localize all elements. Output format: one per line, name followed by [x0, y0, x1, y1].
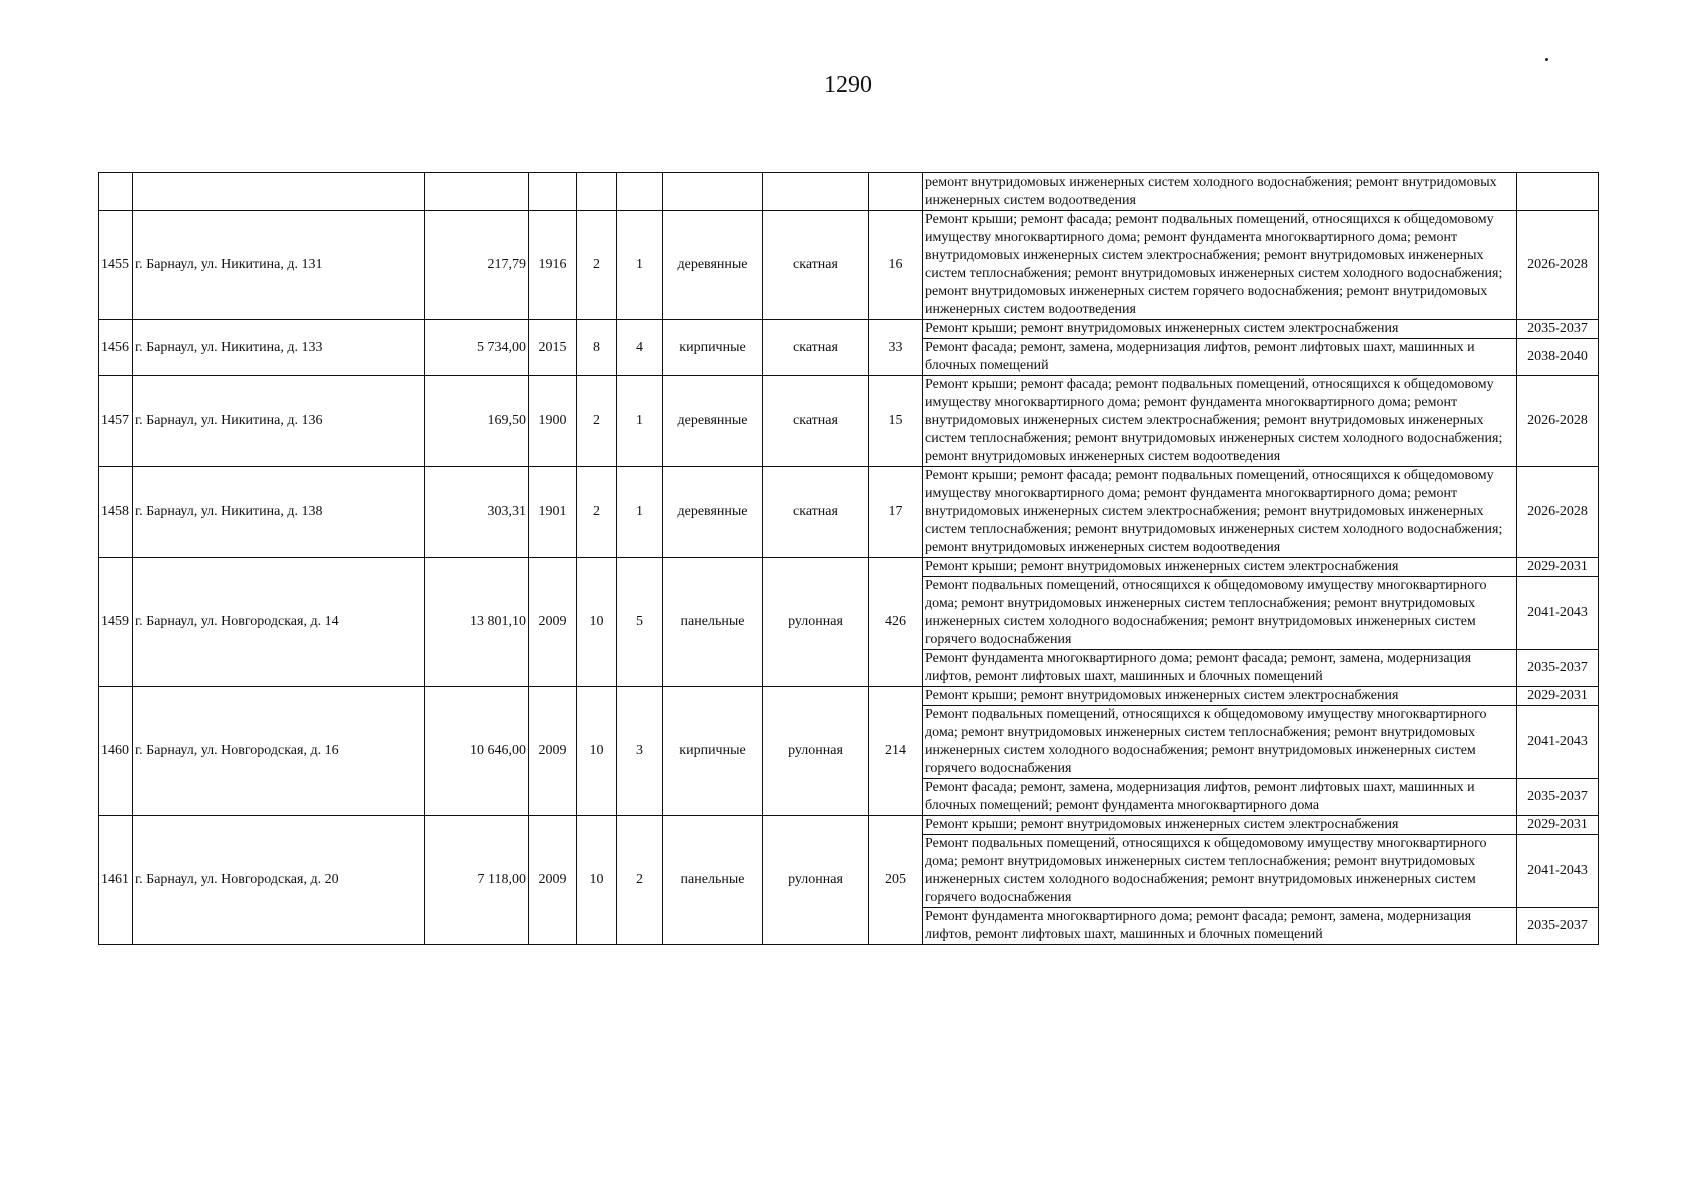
cell-period: 2041-2043 — [1517, 835, 1599, 908]
cell-num — [99, 173, 133, 211]
cell-work: Ремонт подвальных помещений, относящихся к общедомовому имуществу многоквартирного дома; ремонт внутридомовых инженерных систем теплоснабжения; ремонт внутридомовых инженерных систем холодного водоснабжения; ремонт внутридомовых инженерных систем горячего водоснабжения — [923, 835, 1517, 908]
cell-roof — [763, 173, 869, 211]
cell-roof: рулонная — [763, 687, 869, 816]
cell-address — [133, 173, 425, 211]
cell-work: Ремонт крыши; ремонт фасада; ремонт подвальных помещений, относящихся к общедомовому имуществу многоквартирного дома; ремонт фундамента многоквартирного дома; ремонт внутридомовых инженерных систем электроснабжения; ремонт внутридомовых инженерных систем теплоснабжения; ремонт внутридомовых инженерных систем холодного водоснабжения; ремонт внутридомовых инженерных систем водоотведения — [923, 467, 1517, 558]
cell-residents: 205 — [869, 816, 923, 945]
cell-entrances: 3 — [617, 687, 663, 816]
cell-period: 2026-2028 — [1517, 467, 1599, 558]
cell-work: Ремонт фундамента многоквартирного дома; ремонт фасада; ремонт, замена, модернизация лифтов, ремонт лифтовых шахт, машинных и блочных помещений — [923, 650, 1517, 687]
table-row — [99, 320, 1599, 339]
cell-address: г. Барнаул, ул. Новгородская, д. 16 — [133, 687, 425, 816]
cell-period: 2035-2037 — [1517, 908, 1599, 945]
cell-work: Ремонт крыши; ремонт внутридомовых инженерных систем электроснабжения — [923, 320, 1517, 339]
table-row — [99, 687, 1599, 706]
cell-entrances: 2 — [617, 816, 663, 945]
cell-num: 1460 — [99, 687, 133, 816]
cell-walls: кирпичные — [663, 320, 763, 376]
cell-residents: 17 — [869, 467, 923, 558]
cell-floors: 2 — [577, 211, 617, 320]
scan-speck — [1545, 58, 1548, 61]
cell-walls: деревянные — [663, 467, 763, 558]
cell-walls: деревянные — [663, 376, 763, 467]
cell-work: Ремонт крыши; ремонт внутридомовых инженерных систем электроснабжения — [923, 558, 1517, 577]
cell-floors — [577, 173, 617, 211]
cell-year: 2009 — [529, 687, 577, 816]
page-number: 1290 — [824, 72, 872, 98]
cell-walls: деревянные — [663, 211, 763, 320]
cell-period: 2026-2028 — [1517, 211, 1599, 320]
cell-area: 7 118,00 — [425, 816, 529, 945]
cell-entrances — [617, 173, 663, 211]
repair-program-table — [98, 172, 1599, 945]
cell-residents: 16 — [869, 211, 923, 320]
cell-residents: 15 — [869, 376, 923, 467]
cell-num: 1455 — [99, 211, 133, 320]
cell-entrances: 1 — [617, 376, 663, 467]
cell-roof: скатная — [763, 211, 869, 320]
cell-entrances: 4 — [617, 320, 663, 376]
cell-floors: 10 — [577, 816, 617, 945]
cell-area: 5 734,00 — [425, 320, 529, 376]
cell-floors: 2 — [577, 467, 617, 558]
cell-floors: 8 — [577, 320, 617, 376]
cell-work: Ремонт крыши; ремонт внутридомовых инженерных систем электроснабжения — [923, 816, 1517, 835]
cell-period: 2029-2031 — [1517, 558, 1599, 577]
table-row — [99, 467, 1599, 558]
cell-year: 2009 — [529, 816, 577, 945]
cell-roof: скатная — [763, 467, 869, 558]
cell-entrances: 1 — [617, 211, 663, 320]
cell-period: 2026-2028 — [1517, 376, 1599, 467]
cell-address: г. Барнаул, ул. Никитина, д. 138 — [133, 467, 425, 558]
cell-year: 1900 — [529, 376, 577, 467]
cell-year: 2009 — [529, 558, 577, 687]
cell-work: Ремонт фасада; ремонт, замена, модернизация лифтов, ремонт лифтовых шахт, машинных и блочных помещений; ремонт фундамента многоквартирного дома — [923, 779, 1517, 816]
table-row — [99, 558, 1599, 577]
cell-address: г. Барнаул, ул. Никитина, д. 133 — [133, 320, 425, 376]
cell-roof: скатная — [763, 376, 869, 467]
cell-period: 2035-2037 — [1517, 650, 1599, 687]
cell-num: 1456 — [99, 320, 133, 376]
cell-year: 1901 — [529, 467, 577, 558]
cell-work: Ремонт фасада; ремонт, замена, модернизация лифтов, ремонт лифтовых шахт, машинных и блочных помещений — [923, 339, 1517, 376]
cell-period — [1517, 173, 1599, 211]
cell-area: 10 646,00 — [425, 687, 529, 816]
cell-work: Ремонт крыши; ремонт фасада; ремонт подвальных помещений, относящихся к общедомовому имуществу многоквартирного дома; ремонт фундамента многоквартирного дома; ремонт внутридомовых инженерных систем электроснабжения; ремонт внутридомовых инженерных систем теплоснабжения; ремонт внутридомовых инженерных систем холодного водоснабжения; ремонт внутридомовых инженерных систем водоотведения — [923, 376, 1517, 467]
cell-address: г. Барнаул, ул. Новгородская, д. 20 — [133, 816, 425, 945]
cell-num: 1459 — [99, 558, 133, 687]
cell-work: Ремонт подвальных помещений, относящихся к общедомовому имуществу многоквартирного дома; ремонт внутридомовых инженерных систем теплоснабжения; ремонт внутридомовых инженерных систем холодного водоснабжения; ремонт внутридомовых инженерных систем горячего водоснабжения — [923, 706, 1517, 779]
cell-walls: панельные — [663, 816, 763, 945]
cell-work: Ремонт крыши; ремонт фасада; ремонт подвальных помещений, относящихся к общедомовому имуществу многоквартирного дома; ремонт фундамента многоквартирного дома; ремонт внутридомовых инженерных систем электроснабжения; ремонт внутридомовых инженерных систем теплоснабжения; ремонт внутридомовых инженерных систем холодного водоснабжения; ремонт внутридомовых инженерных систем горячего водоснабжения; ремонт внутридомовых инженерных систем водоотведения — [923, 211, 1517, 320]
cell-residents — [869, 173, 923, 211]
cell-roof: скатная — [763, 320, 869, 376]
cell-floors: 10 — [577, 558, 617, 687]
cell-year: 2015 — [529, 320, 577, 376]
cell-work: ремонт внутридомовых инженерных систем холодного водоснабжения; ремонт внутридомовых инженерных систем водоотведения — [923, 173, 1517, 211]
cell-area — [425, 173, 529, 211]
cell-area: 169,50 — [425, 376, 529, 467]
cell-roof: рулонная — [763, 558, 869, 687]
cell-walls: кирпичные — [663, 687, 763, 816]
cell-address: г. Барнаул, ул. Новгородская, д. 14 — [133, 558, 425, 687]
cell-period: 2029-2031 — [1517, 816, 1599, 835]
cell-year — [529, 173, 577, 211]
cell-roof: рулонная — [763, 816, 869, 945]
cell-period: 2035-2037 — [1517, 320, 1599, 339]
cell-work: Ремонт подвальных помещений, относящихся к общедомовому имуществу многоквартирного дома; ремонт внутридомовых инженерных систем теплоснабжения; ремонт внутридомовых инженерных систем холодного водоснабжения; ремонт внутридомовых инженерных систем горячего водоснабжения — [923, 577, 1517, 650]
cell-walls — [663, 173, 763, 211]
cell-floors: 2 — [577, 376, 617, 467]
cell-work: Ремонт фундамента многоквартирного дома; ремонт фасада; ремонт, замена, модернизация лифтов, ремонт лифтовых шахт, машинных и блочных помещений — [923, 908, 1517, 945]
cell-work: Ремонт крыши; ремонт внутридомовых инженерных систем электроснабжения — [923, 687, 1517, 706]
cell-floors: 10 — [577, 687, 617, 816]
cell-num: 1458 — [99, 467, 133, 558]
cell-area: 13 801,10 — [425, 558, 529, 687]
table-row — [99, 376, 1599, 467]
cell-period: 2038-2040 — [1517, 339, 1599, 376]
cell-entrances: 5 — [617, 558, 663, 687]
cell-entrances: 1 — [617, 467, 663, 558]
cell-period: 2029-2031 — [1517, 687, 1599, 706]
cell-address: г. Барнаул, ул. Никитина, д. 131 — [133, 211, 425, 320]
cell-period: 2041-2043 — [1517, 706, 1599, 779]
cell-residents: 426 — [869, 558, 923, 687]
continuation-row — [99, 173, 1599, 211]
cell-period: 2041-2043 — [1517, 577, 1599, 650]
table-row — [99, 211, 1599, 320]
cell-num: 1457 — [99, 376, 133, 467]
cell-num: 1461 — [99, 816, 133, 945]
cell-area: 303,31 — [425, 467, 529, 558]
cell-year: 1916 — [529, 211, 577, 320]
cell-address: г. Барнаул, ул. Никитина, д. 136 — [133, 376, 425, 467]
cell-area: 217,79 — [425, 211, 529, 320]
table-row — [99, 816, 1599, 835]
cell-walls: панельные — [663, 558, 763, 687]
cell-residents: 214 — [869, 687, 923, 816]
cell-residents: 33 — [869, 320, 923, 376]
cell-period: 2035-2037 — [1517, 779, 1599, 816]
